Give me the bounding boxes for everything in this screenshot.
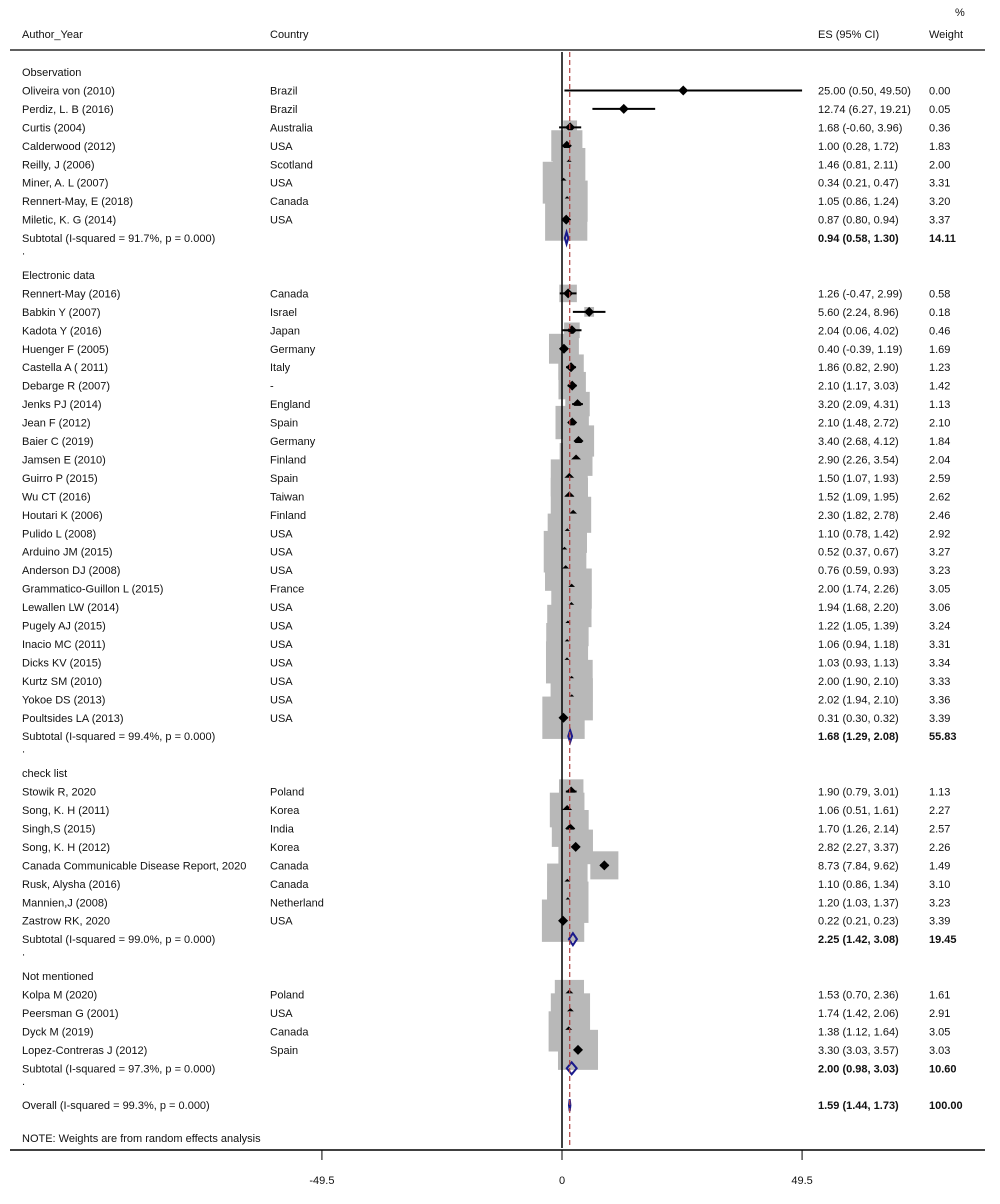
study-author: Kurtz SM (2010)	[22, 675, 103, 688]
effect-marker	[678, 85, 688, 95]
overall-label: Overall (I-squared = 99.3%, p = 0.000)	[22, 1100, 210, 1113]
study-country: Canada	[270, 288, 309, 301]
study-author: Dicks KV (2015)	[22, 657, 102, 670]
study-weight: 1.23	[929, 362, 951, 375]
study-weight: 2.91	[929, 1007, 951, 1020]
study-country: -	[270, 380, 274, 393]
study-es-ci: 0.76 (0.59, 0.93)	[818, 565, 899, 578]
study-country: USA	[270, 140, 293, 153]
study-country: Italy	[270, 362, 291, 375]
study-es-ci: 0.40 (-0.39, 1.19)	[818, 343, 903, 356]
study-es-ci: 2.30 (1.82, 2.78)	[818, 509, 899, 522]
subtotal-label: Subtotal (I-squared = 97.3%, p = 0.000)	[22, 1063, 216, 1076]
study-weight: 1.83	[929, 140, 951, 153]
study-weight: 2.27	[929, 805, 951, 817]
pooled-es-ci: 2.25 (1.42, 3.08)	[818, 934, 899, 947]
study-es-ci: 5.60 (2.24, 8.96)	[818, 306, 899, 319]
x-tick-label: 0	[558, 1175, 566, 1187]
study-weight: 2.92	[929, 528, 951, 541]
study-weight: 2.62	[929, 491, 951, 504]
study-author: Stowik R, 2020	[22, 786, 96, 799]
study-author: Castella A ( 2011)	[22, 362, 109, 375]
header-author: Author_Year	[22, 29, 83, 41]
study-es-ci: 0.31 (0.30, 0.32)	[818, 712, 899, 725]
study-weight: 3.27	[929, 546, 951, 559]
study-weight: 2.00	[929, 159, 951, 172]
study-es-ci: 3.20 (2.09, 4.31)	[818, 399, 899, 412]
study-author: Jean F (2012)	[22, 417, 91, 430]
study-weight: 1.84	[929, 436, 951, 448]
row-separator: .	[22, 946, 26, 959]
study-weight: 3.05	[929, 583, 951, 596]
study-country: Canada	[270, 196, 309, 209]
x-tick-label: 49.5	[791, 1175, 813, 1187]
header-pct: %	[955, 7, 965, 19]
study-author: Grammatico-Guillon L (2015)	[22, 583, 164, 596]
pooled-weight: 14.11	[929, 233, 956, 246]
subtotal-label: Subtotal (I-squared = 99.4%, p = 0.000)	[22, 731, 216, 744]
study-country: USA	[270, 214, 293, 227]
study-country: Scotland	[270, 159, 313, 172]
study-weight: 1.69	[929, 343, 951, 356]
pooled-weight: 55.83	[929, 731, 957, 744]
study-es-ci: 1.53 (0.70, 2.36)	[818, 989, 899, 1002]
study-weight: 3.06	[929, 602, 951, 615]
pooled-es-ci: 2.00 (0.98, 3.03)	[818, 1063, 899, 1076]
study-country: Poland	[270, 989, 305, 1002]
study-weight: 3.31	[929, 177, 951, 190]
study-author: Dyck M (2019)	[22, 1026, 94, 1039]
study-weight: 3.23	[929, 897, 951, 910]
study-weight: 3.37	[929, 214, 951, 227]
study-author: Huenger F (2005)	[22, 343, 109, 356]
study-weight: 2.04	[929, 454, 951, 467]
study-author: Pugely AJ (2015)	[22, 620, 106, 633]
study-es-ci: 1.05 (0.86, 1.24)	[818, 196, 899, 209]
study-author: Zastrow RK, 2020	[22, 915, 111, 928]
study-weight: 1.49	[929, 860, 951, 873]
subtotal-label: Subtotal (I-squared = 91.7%, p = 0.000)	[22, 233, 216, 246]
study-weight: 1.42	[929, 380, 951, 393]
study-es-ci: 1.74 (1.42, 2.06)	[818, 1007, 899, 1020]
study-author: Perdiz, L. B (2016)	[22, 103, 114, 116]
study-author: Canada Communicable Disease Report, 2020	[22, 860, 247, 873]
study-es-ci: 1.03 (0.93, 1.13)	[818, 657, 899, 670]
study-author: Mannien,J (2008)	[22, 897, 108, 910]
study-country: Germany	[270, 436, 316, 448]
study-weight: 3.10	[929, 878, 951, 891]
study-author: Jenks PJ (2014)	[22, 399, 102, 412]
study-country: Brazil	[270, 103, 298, 116]
study-weight: 0.00	[929, 85, 951, 98]
study-es-ci: 1.10 (0.78, 1.42)	[818, 528, 899, 541]
study-es-ci: 1.10 (0.86, 1.34)	[818, 878, 899, 891]
study-author: Yokoe DS (2013)	[22, 694, 106, 707]
study-es-ci: 25.00 (0.50, 49.50)	[818, 85, 911, 98]
study-weight: 0.58	[929, 288, 951, 301]
study-weight: 3.24	[929, 620, 951, 633]
study-es-ci: 8.73 (7.84, 9.62)	[818, 860, 899, 873]
study-country: USA	[270, 657, 293, 670]
study-country: USA	[270, 620, 293, 633]
pooled-es-ci: 0.94 (0.58, 1.30)	[818, 233, 899, 246]
group-label: Electronic data	[22, 269, 95, 282]
study-country: USA	[270, 602, 293, 615]
study-weight: 2.26	[929, 841, 951, 854]
study-weight: 3.05	[929, 1026, 951, 1039]
study-weight: 3.23	[929, 565, 951, 578]
study-country: Australia	[270, 122, 313, 135]
x-tick-label: -49.5	[309, 1175, 335, 1187]
study-author: Kolpa M (2020)	[22, 989, 98, 1002]
study-author: Houtari K (2006)	[22, 509, 103, 522]
study-author: Pulido L (2008)	[22, 528, 97, 541]
study-es-ci: 1.46 (0.81, 2.11)	[818, 159, 898, 172]
study-author: Jamsen E (2010)	[22, 454, 106, 467]
study-country: USA	[270, 915, 293, 928]
study-author: Lopez-Contreras J (2012)	[22, 1044, 148, 1057]
study-weight: 3.39	[929, 712, 951, 725]
study-country: USA	[270, 638, 293, 651]
row-separator: .	[22, 743, 26, 756]
study-author: Babkin Y (2007)	[22, 306, 101, 319]
study-weight: 3.39	[929, 915, 951, 928]
study-es-ci: 1.38 (1.12, 1.64)	[818, 1026, 899, 1039]
study-author: Inacio MC (2011)	[22, 638, 106, 651]
study-country: Finland	[270, 509, 307, 522]
study-weight: 2.46	[929, 509, 951, 522]
study-country: Canada	[270, 878, 309, 891]
study-es-ci: 1.90 (0.79, 3.01)	[818, 786, 899, 799]
study-weight: 0.05	[929, 103, 951, 116]
study-weight: 3.33	[929, 675, 951, 688]
study-weight: 2.57	[929, 823, 951, 836]
group-label: Not mentioned	[22, 971, 94, 984]
pooled-es-ci: 1.59 (1.44, 1.73)	[818, 1100, 899, 1113]
study-author: Debarge R (2007)	[22, 380, 111, 393]
study-author: Kadota Y (2016)	[22, 325, 102, 338]
study-es-ci: 1.70 (1.26, 2.14)	[818, 823, 899, 836]
study-author: Anderson DJ (2008)	[22, 565, 121, 578]
study-country: Taiwan	[270, 491, 305, 504]
study-es-ci: 2.00 (1.74, 2.26)	[818, 583, 899, 596]
study-weight: 2.59	[929, 472, 951, 485]
study-es-ci: 1.06 (0.51, 1.61)	[818, 805, 899, 817]
study-es-ci: 1.50 (1.07, 1.93)	[818, 472, 899, 485]
study-country: Korea	[270, 805, 300, 817]
study-es-ci: 1.06 (0.94, 1.18)	[818, 638, 899, 651]
study-country: Canada	[270, 860, 309, 873]
study-country: USA	[270, 565, 293, 578]
study-country: Canada	[270, 1026, 309, 1039]
study-weight: 3.34	[929, 657, 951, 670]
study-author: Poultsides LA (2013)	[22, 712, 124, 725]
study-country: Germany	[270, 343, 316, 356]
study-es-ci: 1.00 (0.28, 1.72)	[818, 140, 899, 153]
study-country: England	[270, 399, 311, 412]
study-weight: 0.18	[929, 306, 951, 319]
study-country: USA	[270, 712, 293, 725]
study-es-ci: 2.82 (2.27, 3.37)	[818, 841, 899, 854]
group-label: check list	[22, 768, 68, 781]
study-author: Song, K. H (2011)	[22, 805, 110, 817]
study-weight: 1.13	[929, 399, 951, 412]
study-country: Israel	[270, 306, 297, 319]
study-weight: 1.13	[929, 786, 951, 799]
header-es: ES (95% CI)	[818, 29, 880, 41]
study-author: Wu CT (2016)	[22, 491, 91, 504]
study-country: Korea	[270, 841, 300, 854]
study-weight: 3.31	[929, 638, 951, 651]
study-weight: 3.36	[929, 694, 951, 707]
pooled-es-ci: 1.68 (1.29, 2.08)	[818, 731, 899, 744]
header-country: Country	[270, 29, 309, 41]
study-es-ci: 0.87 (0.80, 0.94)	[818, 214, 899, 227]
study-es-ci: 1.22 (1.05, 1.39)	[818, 620, 899, 633]
study-country: France	[270, 583, 305, 596]
study-country: USA	[270, 528, 293, 541]
study-country: USA	[270, 546, 293, 559]
study-es-ci: 1.52 (1.09, 1.95)	[818, 491, 899, 504]
study-country: Netherland	[270, 897, 324, 910]
effect-marker	[619, 104, 629, 114]
study-country: India	[270, 823, 294, 836]
study-es-ci: 1.20 (1.03, 1.37)	[818, 897, 899, 910]
study-weight: 2.10	[929, 417, 951, 430]
group-label: Observation	[22, 67, 82, 79]
row-separator: .	[22, 245, 26, 258]
header-weight: Weight	[929, 29, 964, 41]
study-es-ci: 2.04 (0.06, 4.02)	[818, 325, 899, 338]
study-es-ci: 2.10 (1.17, 3.03)	[818, 380, 899, 393]
study-es-ci: 1.94 (1.68, 2.20)	[818, 602, 899, 615]
study-country: USA	[270, 177, 293, 190]
weights-note: NOTE: Weights are from random effects analysis	[22, 1133, 261, 1145]
pooled-weight: 100.00	[929, 1100, 963, 1113]
study-country: USA	[270, 694, 293, 707]
study-author: Reilly, J (2006)	[22, 159, 95, 172]
study-author: Oliveira von (2010)	[22, 85, 115, 98]
study-weight: 0.46	[929, 325, 951, 338]
study-es-ci: 3.30 (3.03, 3.57)	[818, 1044, 899, 1057]
pooled-weight: 10.60	[929, 1063, 957, 1076]
study-es-ci: 0.34 (0.21, 0.47)	[818, 177, 899, 190]
study-weight: 1.61	[929, 989, 951, 1002]
study-country: USA	[270, 675, 293, 688]
study-es-ci: 3.40 (2.68, 4.12)	[818, 436, 899, 448]
study-es-ci: 0.22 (0.21, 0.23)	[818, 915, 899, 928]
study-country: Japan	[270, 325, 300, 338]
study-country: Poland	[270, 786, 305, 799]
study-author: Rusk, Alysha (2016)	[22, 878, 121, 891]
study-country: Spain	[270, 417, 299, 430]
study-author: Miletic, K. G (2014)	[22, 214, 117, 227]
study-es-ci: 2.10 (1.48, 2.72)	[818, 417, 899, 430]
study-es-ci: 2.00 (1.90, 2.10)	[818, 675, 899, 688]
study-es-ci: 2.90 (2.26, 3.54)	[818, 454, 899, 467]
subtotal-label: Subtotal (I-squared = 99.0%, p = 0.000)	[22, 934, 216, 947]
study-author: Song, K. H (2012)	[22, 841, 111, 854]
forest-rows	[22, 67, 963, 1112]
study-es-ci: 0.52 (0.37, 0.67)	[818, 546, 899, 559]
pooled-weight: 19.45	[929, 934, 957, 947]
study-country: Spain	[270, 472, 299, 485]
study-country: Spain	[270, 1044, 299, 1057]
study-author: Rennert-May (2016)	[22, 288, 121, 301]
study-es-ci: 1.68 (-0.60, 3.96)	[818, 122, 903, 135]
study-es-ci: 1.86 (0.82, 2.90)	[818, 362, 899, 375]
study-country: USA	[270, 1007, 293, 1020]
study-author: Peersman G (2001)	[22, 1007, 119, 1020]
study-author: Lewallen LW (2014)	[22, 602, 120, 615]
study-author: Guirro P (2015)	[22, 472, 98, 485]
study-es-ci: 2.02 (1.94, 2.10)	[818, 694, 899, 707]
study-country: Brazil	[270, 85, 298, 98]
study-author: Arduino JM (2015)	[22, 546, 113, 559]
study-weight: 3.20	[929, 196, 951, 209]
study-author: Rennert-May, E (2018)	[22, 196, 134, 209]
study-author: Miner, A. L (2007)	[22, 177, 109, 190]
study-author: Curtis (2004)	[22, 122, 86, 135]
study-weight: 3.03	[929, 1044, 951, 1057]
study-es-ci: 1.26 (-0.47, 2.99)	[818, 288, 903, 301]
study-author: Calderwood (2012)	[22, 140, 116, 153]
study-es-ci: 12.74 (6.27, 19.21)	[818, 103, 911, 116]
row-separator: .	[22, 1075, 26, 1088]
study-author: Singh,S (2015)	[22, 823, 96, 836]
study-country: Finland	[270, 454, 307, 467]
study-weight: 0.36	[929, 122, 951, 135]
study-author: Baier C (2019)	[22, 436, 94, 448]
